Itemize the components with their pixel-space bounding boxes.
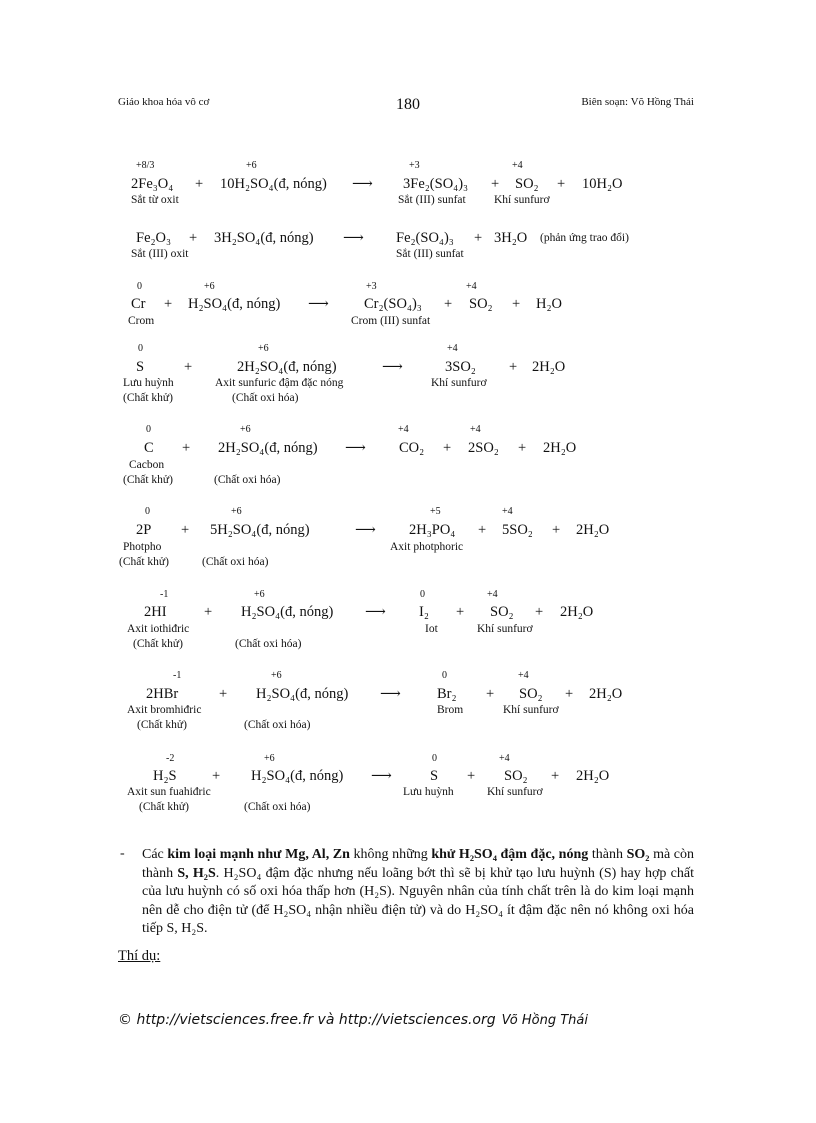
text: không những [349,847,432,862]
plus-sign: + [195,176,204,192]
product: SO₂ [515,176,539,192]
role-label: (Chất oxi hóa) [235,638,302,650]
oxidation-state: +6 [264,753,275,764]
text: . H₂SO₄ đậm đặc nhưng nếu loãng bớt thì sẽ bị khử tạo lưu huỳnh (S) hay hợp chất của lưu huỳnh có số oxi hóa thấp hơn (H₂S). Nguyên nhân của tính chất trên là do kim loại mạnh nên dễ cho điện tử (để H₂SO₄ nhận nhiều điện tử) và do H₂SO₄ ít đậm đặc nên nó không oxi hóa tiếp S, H₂S. [142,865,694,937]
oxidation-state: 0 [442,670,447,681]
reaction-arrow: ⟶ [343,230,364,246]
product: Fe₂(SO₄)₃ [396,230,454,246]
reactant: Fe₂O₃ [136,230,172,246]
bold-text: kim loại mạnh như Mg, Al, Zn [167,847,350,862]
oxidation-state: +8/3 [136,160,155,171]
role-label: (Chất khử) [119,556,169,568]
product: 2H₂O [576,522,610,538]
compound-name: Brom [437,704,464,716]
plus-sign: + [184,359,193,375]
reaction-arrow: ⟶ [345,440,366,456]
compound-name: Lưu huỳnh [123,377,174,389]
reactant: 2H₂SO₄(đ, nóng) [218,440,318,456]
reactant: H₂SO₄(đ, nóng) [188,296,281,312]
oxidation-state: +6 [204,281,215,292]
oxidation-state: +6 [254,589,265,600]
oxidation-state: 0 [145,506,150,517]
reactant: 2P [136,522,152,538]
compound-name: Sắt (III) oxit [131,248,189,260]
product: CO₂ [399,440,425,456]
footer [118,1012,588,1028]
oxidation-state: +4 [518,670,529,681]
oxidation-state: +6 [246,160,257,171]
plus-sign: + [535,604,544,620]
role-label: (Chất oxi hóa) [202,556,269,568]
role-label: (Chất oxi hóa) [232,392,299,404]
plus-sign: + [518,440,527,456]
product: I₂ [419,604,429,620]
plus-sign: + [443,440,452,456]
product: SO₂ [469,296,493,312]
oxidation-state: +4 [502,506,513,517]
compound-name: Iot [425,623,438,635]
oxidation-state: 0 [432,753,437,764]
plus-sign: + [164,296,173,312]
compound-name: Sắt từ oxit [131,194,179,206]
bold-text: khử H₂SO₄ đậm đặc, nóng [431,847,589,862]
role-label: (Chất khử) [133,638,183,650]
footer-author: Võ Hồng Thái [501,1013,588,1028]
reactant: Cr [131,296,146,312]
plus-sign: + [551,768,560,784]
compound-name: Axit photphoric [390,541,464,553]
compound-name: Sắt (III) sunfat [398,194,466,206]
plus-sign: + [557,176,566,192]
reaction-note: (phản ứng trao đổi) [540,232,629,244]
role-label: (Chất oxi hóa) [244,801,311,813]
compound-name: Khí sunfurơ [431,377,487,389]
product: 2H₂O [576,768,610,784]
plus-sign: + [474,230,483,246]
oxidation-state: 0 [420,589,425,600]
reaction-arrow: ⟶ [352,176,373,192]
compound-name: Khí sunfurơ [503,704,559,716]
product: 2H₂O [560,604,594,620]
product: 3H₂O [494,230,528,246]
plus-sign: + [182,440,191,456]
compound-name: Khí sunfurơ [494,194,550,206]
text: mà còn thành [142,847,694,881]
oxidation-state: +4 [487,589,498,600]
product: 2H₂O [589,686,623,702]
example-heading: Thí dụ: [118,948,161,964]
role-label: (Chất khử) [139,801,189,813]
oxidation-state: -2 [166,753,175,764]
compound-name: Axit sunfuric đậm đặc nóng [215,377,344,389]
compound-name: Cacbon [129,459,165,471]
plus-sign: + [486,686,495,702]
plus-sign: + [512,296,521,312]
oxidation-state: +3 [366,281,377,292]
role-label: (Chất khử) [137,719,187,731]
oxidation-state: +4 [512,160,523,171]
compound-name: Crom [128,315,155,327]
product: SO₂ [504,768,528,784]
product: 2H₂O [532,359,566,375]
plus-sign: + [509,359,518,375]
plus-sign: + [444,296,453,312]
header-left: Giáo khoa hóa vô cơ [118,96,210,108]
oxidation-state: -1 [173,670,182,681]
role-label: (Chất khử) [123,392,173,404]
bullet-dash: - [120,846,125,861]
product: Br₂ [437,686,457,702]
footer-links: © http://vietsciences.free.fr và http://vietsciences.org [118,1012,496,1028]
product: 2SO₂ [468,440,499,456]
reactant: 10H₂SO₄(đ, nóng) [220,176,327,192]
header-right: Biên soạn: Võ Hồng Thái [581,96,694,108]
product: 3Fe₂(SO₄)₃ [403,176,469,192]
oxidation-state: +3 [409,160,420,171]
compound-name: Khí sunfurơ [487,786,543,798]
reactant: 2H₂SO₄(đ, nóng) [237,359,337,375]
explanation-paragraph [142,846,694,939]
reaction-arrow: ⟶ [371,768,392,784]
oxidation-state: +4 [447,343,458,354]
plus-sign: + [456,604,465,620]
compound-name: Axit sun fuahiđric [127,786,211,798]
reaction-arrow: ⟶ [380,686,401,702]
plus-sign: + [552,522,561,538]
reactant: H₂SO₄(đ, nóng) [256,686,349,702]
compound-name: Photpho [123,541,162,553]
oxidation-state: +6 [240,424,251,435]
plus-sign: + [204,604,213,620]
plus-sign: + [565,686,574,702]
compound-name: Khí sunfurơ [477,623,533,635]
plus-sign: + [491,176,500,192]
product: H₂O [536,296,562,312]
compound-name: Axit bromhiđric [127,704,202,716]
plus-sign: + [189,230,198,246]
reactant: 2HBr [146,686,179,702]
oxidation-state: +4 [499,753,510,764]
compound-name: Lưu huỳnh [403,786,454,798]
product: 5SO₂ [502,522,533,538]
bold-text: S, H₂S [177,865,216,881]
reactant: H₂SO₄(đ, nóng) [251,768,344,784]
reactant: C [144,440,154,456]
plus-sign: + [478,522,487,538]
product: Cr₂(SO₄)₃ [364,296,422,312]
oxidation-state: 0 [146,424,151,435]
oxidation-state: +5 [430,506,441,517]
oxidation-state: +6 [258,343,269,354]
reactant: 3H₂SO₄(đ, nóng) [214,230,314,246]
product: 2H₃PO₄ [409,522,456,538]
plus-sign: + [219,686,228,702]
plus-sign: + [212,768,221,784]
oxidation-state: +4 [398,424,409,435]
role-label: (Chất khử) [123,474,173,486]
oxidation-state: 0 [137,281,142,292]
reactant: H₂S [153,768,177,784]
product: SO₂ [519,686,543,702]
reactant: H₂SO₄(đ, nóng) [241,604,334,620]
reaction-arrow: ⟶ [355,522,376,538]
reactant: 2HI [144,604,167,620]
oxidation-state: +4 [466,281,477,292]
reactant: S [136,359,145,375]
reactant: 5H₂SO₄(đ, nóng) [210,522,310,538]
product: S [430,768,439,784]
oxidation-state: +6 [231,506,242,517]
product: SO₂ [490,604,514,620]
product: 10H₂O [582,176,623,192]
product: 2H₂O [543,440,577,456]
text: Các [142,847,168,862]
reactant: 2Fe₃O₄ [131,176,174,192]
role-label: (Chất oxi hóa) [244,719,311,731]
oxidation-state: +6 [271,670,282,681]
product: 3SO₂ [445,359,476,375]
oxidation-state: +4 [470,424,481,435]
text: thành [588,847,627,862]
compound-name: Axit iothiđric [127,623,190,635]
plus-sign: + [181,522,190,538]
reaction-arrow: ⟶ [308,296,329,312]
oxidation-state: -1 [160,589,169,600]
compound-name: Sắt (III) sunfat [396,248,464,260]
reaction-arrow: ⟶ [365,604,386,620]
oxidation-state: 0 [138,343,143,354]
role-label: (Chất oxi hóa) [214,474,281,486]
compound-name: Crom (III) sunfat [351,315,431,327]
plus-sign: + [467,768,476,784]
reaction-arrow: ⟶ [382,359,403,375]
page-number: 180 [396,96,420,113]
bold-text: SO₂ [626,847,650,862]
